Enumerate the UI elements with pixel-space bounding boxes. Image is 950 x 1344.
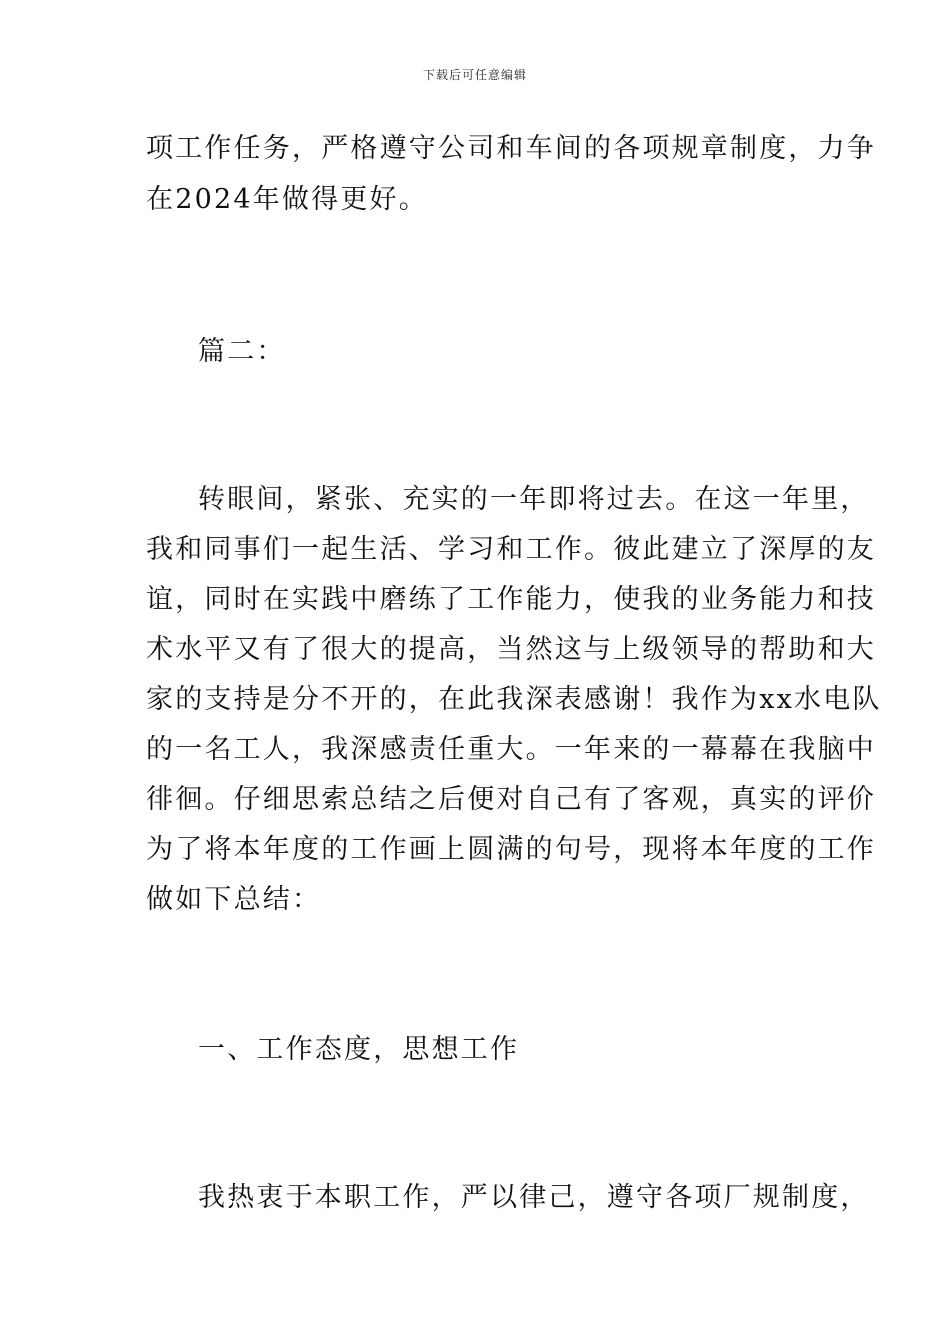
paragraph-line: 家的支持是分不开的，在此我深表感谢！我作为xx水电队: [146, 684, 882, 715]
paragraph-line: 做如下总结：: [146, 884, 322, 915]
paragraph-line: 术水平又有了很大的提高，当然这与上级领导的帮助和大: [146, 634, 876, 665]
paragraph-line: 在2024年做得更好。: [146, 184, 428, 215]
page-header-note: 下载后可任意编辑: [422, 68, 527, 82]
section-heading: 一、工作态度，思想工作: [198, 1034, 520, 1065]
paragraph-line: 徘徊。仔细思索总结之后便对自己有了客观，真实的评价: [146, 784, 876, 815]
paragraph-line: 我热衷于本职工作，严以律己，遵守各项厂规制度，: [198, 1182, 870, 1213]
section-heading: 篇二：: [198, 336, 286, 367]
paragraph-line: 谊，同时在实践中磨练了工作能力，使我的业务能力和技: [146, 584, 876, 615]
paragraph-line: 项工作任务，严格遵守公司和车间的各项规章制度，力争: [146, 133, 876, 164]
paragraph-line: 转眼间，紧张、充实的一年即将过去。在这一年里，: [198, 484, 870, 515]
paragraph-line: 的一名工人，我深感责任重大。一年来的一幕幕在我脑中: [146, 734, 876, 765]
paragraph-line: 我和同事们一起生活、学习和工作。彼此建立了深厚的友: [146, 534, 876, 565]
paragraph-line: 为了将本年度的工作画上圆满的句号，现将本年度的工作: [146, 834, 876, 865]
